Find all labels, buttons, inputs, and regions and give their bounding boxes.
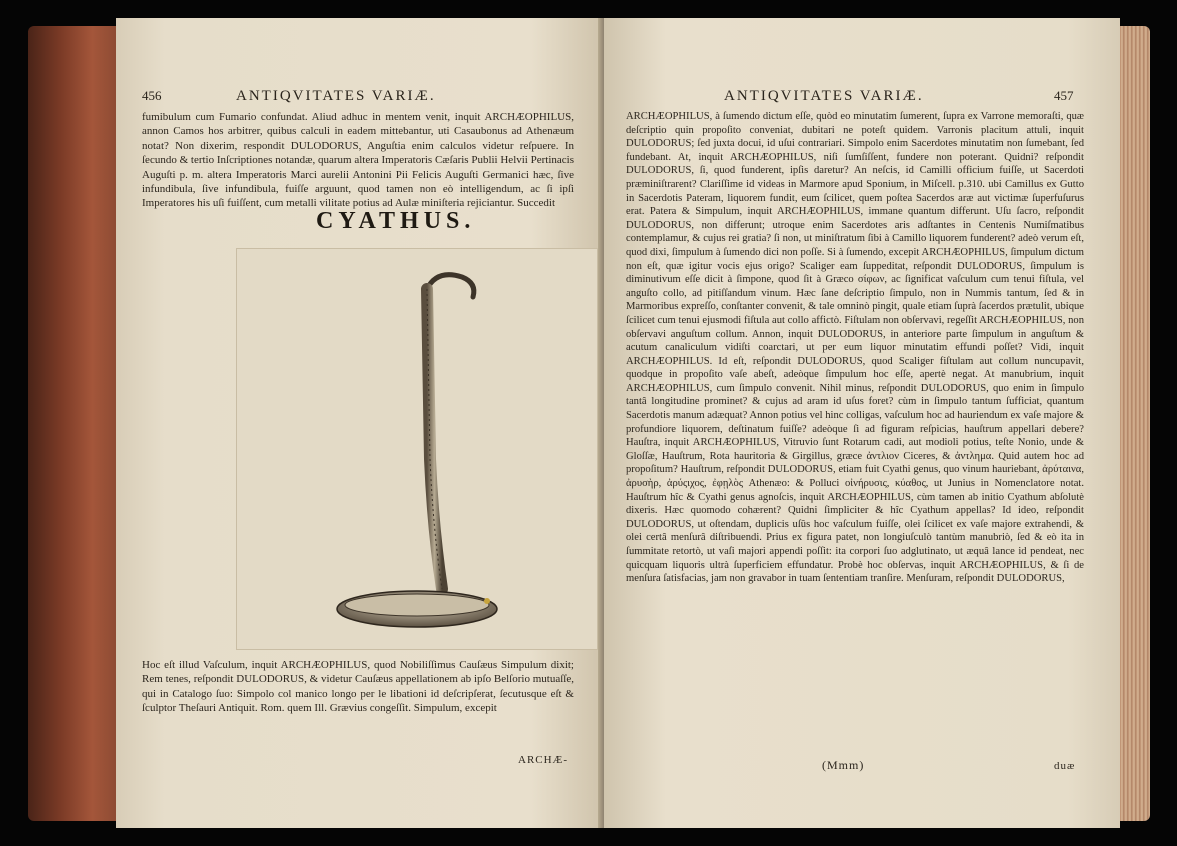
open-book bbox=[28, 18, 1150, 828]
left-page-number: 456 bbox=[142, 88, 162, 103]
right-catchword: duæ bbox=[1054, 760, 1076, 772]
right-page-number: 457 bbox=[1054, 88, 1074, 103]
right-page bbox=[604, 18, 1120, 828]
plate-title: CYATHUS. bbox=[316, 208, 476, 234]
left-page bbox=[116, 18, 604, 828]
left-catchword: ARCHÆ- bbox=[518, 754, 569, 766]
book-spine-edge bbox=[28, 26, 120, 821]
cyathus-engraving bbox=[236, 248, 598, 650]
left-intro-text bbox=[142, 110, 574, 210]
ladle-illustration bbox=[237, 249, 597, 649]
left-intro-paragraph: fumibulum cum Fumario confundat. Aliud adhuc in mentem venit, inquit ARCHÆOPHILUS, annon Camos hos arbitrer, quibus calculi in eadem mittebantur, uti Casaubonus ad Athenæum notat? Non dixerim, respondit DULODORUS, Anguſtia enim calculos videtur reſpuere. In ſecundo & tertio Inſcriptiones notandæ, quarum altera Imperatoris Cæſaris Publii Helvii Pertinacis Auguſti p. m. altera Imperatoris Marci aurelii Antonini Pii Felicis Auguſti Germanici hæc, ſive infundibula, ſive infundibula, fuiſſe arguunt, quod tamen non eò intelligendum, ac ſi ipſi Imperatores his uſi fuiſſent, cum metalli vilitate potius ad Aulæ miniſteria rejiciantur. Succedit bbox=[142, 111, 574, 210]
left-running-header: ANTIQVITATES VARIÆ. bbox=[236, 88, 436, 104]
left-body-text bbox=[142, 658, 574, 746]
signature-mark: (Mmm) bbox=[822, 758, 865, 772]
page-edges bbox=[1116, 26, 1150, 821]
right-body-paragraph: ARCHÆOPHILUS, à ſumendo dictum eſſe, quòd eo minutatim ſumerent, ſupra ex Varrone memoraſti, quæ deſcriptio quin propoſito conveniat, dubitari ne poteſt quidem. Varronis placitum attuli, inquit DULODORUS; ſed juxta docui, id uſui contrariari. Simpolo enim Sacerdotes minutatim non ſumebant, ſed fundebant. At, inquit ARCHÆOPHILUS, niſi ſumſiſſent, fundere non poterant. Quidni? reſpondit DULODORUS, ſi, quod funderent, ipſis daretur? An neſcis, id Camilli officium fuiſſe, ut Sacerdoti præminiſtrarent? Clariſſime id videas in Marmore apud Sponium, in Miſcell. p.310. ubi Camillus ex Gutto in Sacerdotis Pateram, liquorem fundit, eum ſcilicet, quem poſtea Sacerdos aræ aut victimæ ſuperfuſurus erat. Patera & Simpulum, inquit ARCHÆOPHILUS, immane quantum differunt. Uſu ſacro, reſpondit DULODORUS, non differunt; utroque enim Sacerdotes aris adſtantes in Centenis Numiſmatibus contemplamur, & cujus rei gratia? ſi non, ut miniſtratum ſibi à Camillo liquorem funderent? adeò verum eſt, quod dixi, ſimpulum à ſumendo dici non poſſe. Si à ſumendo, excepit ARCHÆOPHILUS, ſimpulum dictum non eſt, quæ igitur vocis ejus origo? Scaliger eam ſuppeditat, reſpondit DULODORUS, ſimpulum is diminutivum eſſe dicit à ſimpone, quod ſit à Græco σίφων, ac ſignificat vaſculum cum tenui fiſtula, vel anguſto collo, ad pitiſſandum vinum. Hæc ſane deſcriptio ſimpulo, non in Nummis tantum, ſed & in Marmoribus expreſſo, conſtanter convenit, & tale omninò pingit, quale etiam ſuprà ſacerdos prætulit, ubique ſcilicet cum tenui ejusmodi fiſtula aut collo affictò. Fiſtulam non obſervavi, regeſſit ARCHÆOPHILUS, non obſervavi anguſtum collum. Annon, inquit DULODORUS, in anteriore parte ſimpulum in anguſtum & acutum canaliculum vidiſti coarctari, ut per eum liquor minutatim effundi poſſet? Vidi, inquit ARCHÆOPHILUS. Id eſt, reſpondit DULODORUS, quod Scaliger fiſtulam aut collum nuncupavit, quodque in propoſito vaſe abeſt, adeòque ſimpulum hoc eſſe, apertè negat. At manubrium, inquit ARCHÆOPHILUS, cum ſimpulo convenit. Nihil minus, reſpondit DULODORUS, quo enim in ſimpulo tantâ longitudine prominet? & cujus ad aram id uſus foret? cùm in ſimpulo tantum ſufficiat, quantum Sacerdotis manum adæquat? Annon potius vel hinc colligas, vaſculum hoc ad hauriendum ex vaſe majore & profundiore liquorem, deſtinatum fuiſſe? adeòque ſi ad figuram reſpicias, hauſtrum appellari debere? Hauſtra, inquit ARCHÆOPHILUS, Vitruvio ſunt Rotarum cadi, aut modioli potius, teſte Nonio, unde & Gloſſæ, Hauſtrum, Rota hauritoria & Girgillus, græce ἀντλιον Ciceres, & ἀντλημα. Quid autem hoc ad propoſitum? Hauſtrum, reſpondit DULODORUS, etiam fuit Cyathi genus, quo vinum hauriebant, ἀρύταινα, ἀρυσὴρ, ἀρύςιχος, ἐφῃλὸς Athenæo: & Polluci οἰνήρυσις, κύαθος, ut Junius in Nomenclatore notat. Hauſtrum hîc & Cyathi genus agnoſcis, inquit ARCHÆOPHILUS, cùm tamen ab initio Cyathum abſolutè dixeris. Hæc quomodo cohærent? Quidni ſimpliciter & hîc Cyathum appellas? Id ideo, reſpondit DULODORUS, ut oſtendam, duplicis uſûs hoc vaſculum fuiſſe, olei ſcilicet ex vaſe majore extrahendi, & olei certâ menſurâ diſtribuendi. Prius ex figura patet, non longiuſculò tantùm manubriò, ſed & eò ita in ſummitate retortò, ut vaſi majori appendi poſſit: ita corpori ſuo adglutinato, ut æquâ lance id pendeat, nec quicquam liquoris ultrà ſuperficiem effundatur. Probè hoc obſervas, inquit ARCHÆOPHILUS, & ſi de menſura ſatisfacias, jam non gravabor in tuam ſententiam tranſire. Menſuram, reſpondit DULODORUS, bbox=[626, 111, 1084, 585]
right-running-header: ANTIQVITATES VARIÆ. bbox=[724, 88, 924, 104]
right-body-text bbox=[626, 110, 1084, 746]
left-body-paragraph: Hoc eſt illud Vaſculum, inquit ARCHÆOPHILUS, quod Nobiliſſimus Cauſæus Simpulum dixit; Rem tenes, reſpondit DULODORUS, & videtur Cauſæus appellationem ab ipſo Belſorio mutuaſſe, qui in Catalogo ſuo: Simpolo col manico longo per le libationi id deſcripſerat, ſecutusque eſt & ſculptor Theſauri Antiquit. Rom. quem Ill. Grævius congeſſit. Simpulum, excepit bbox=[142, 659, 574, 715]
